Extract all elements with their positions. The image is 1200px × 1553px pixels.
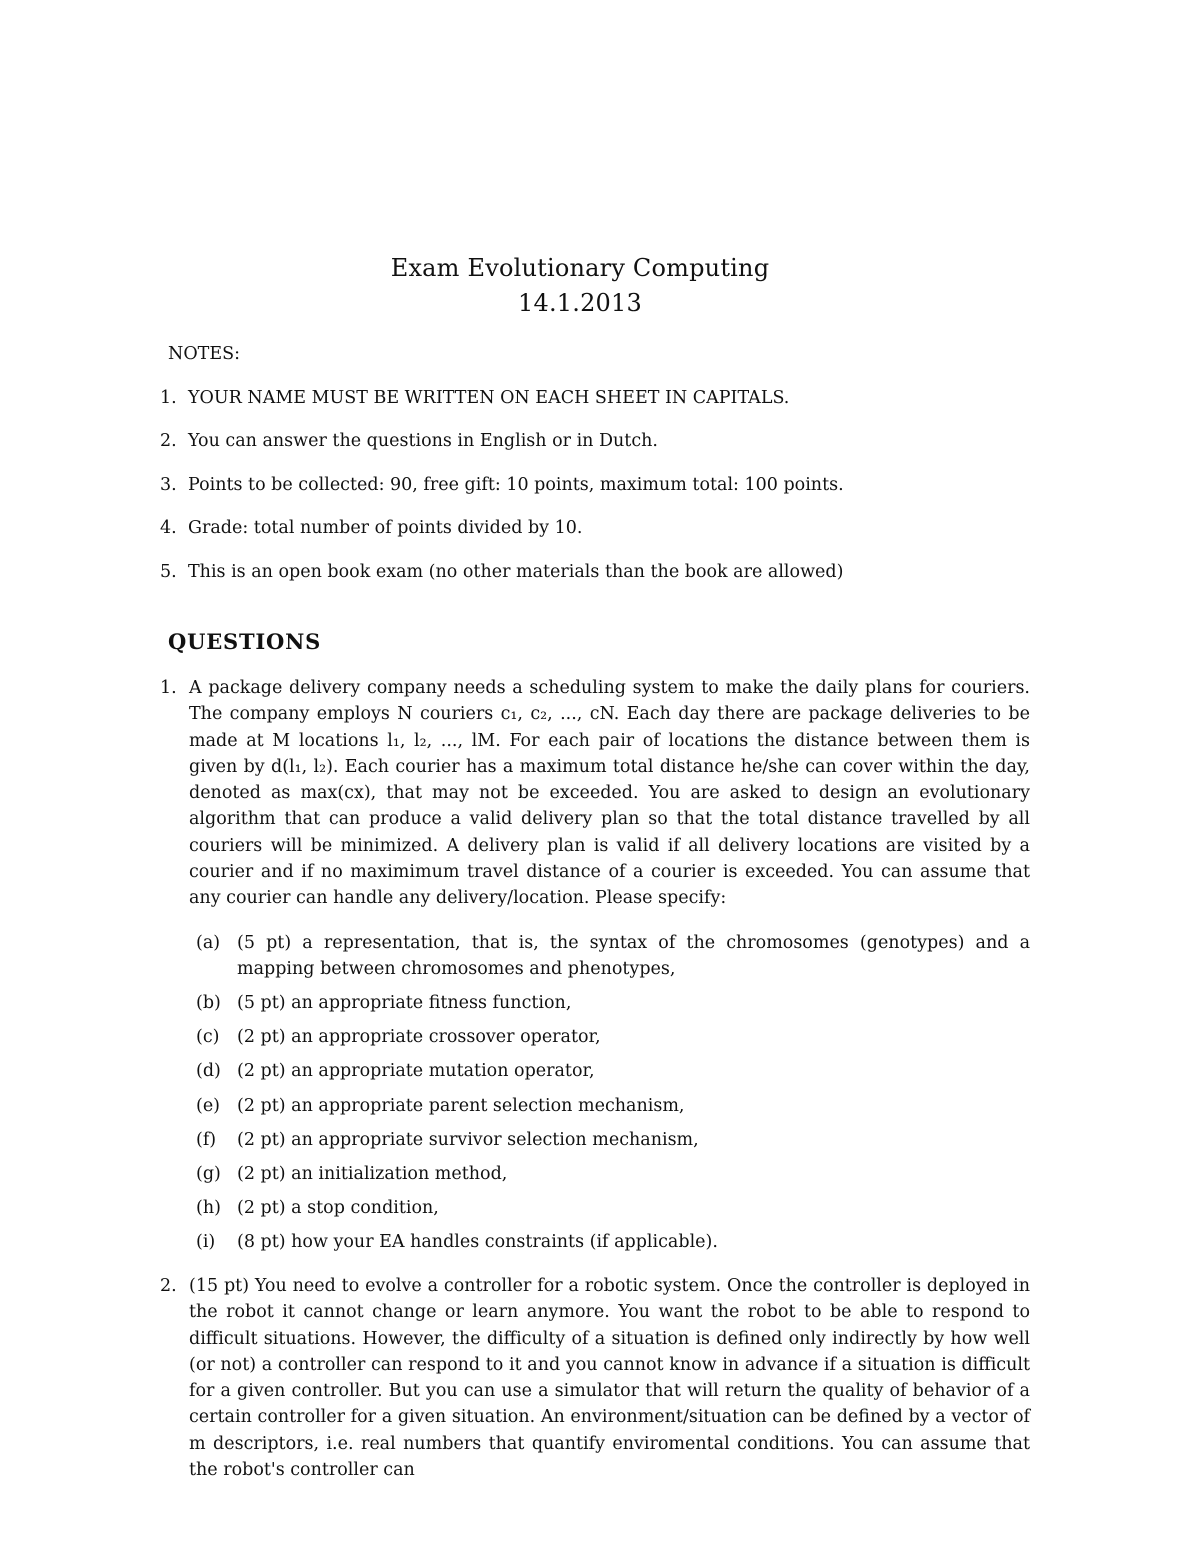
note-item [160, 386, 789, 410]
subquestion-label: (g) [196, 1164, 221, 1184]
subquestion-text: (5 pt) an appropriate fitness function, [237, 993, 572, 1013]
subquestion-label: (i) [196, 1232, 216, 1252]
subquestion-e [196, 1093, 1030, 1119]
note-number: 4. [160, 518, 177, 538]
question-1-text: A package delivery company needs a scheduling system to make the daily plans for couriers. The company employs N couriers c₁, c₂, ..., cN. Each day there are package deliveries to be made at M locations l₁, l₂, ..., lM. For each pair of locations the distance between them is given by d(l₁, l₂). Each courier has a maximum total distance he/she can cover within the day, denoted as max(cx), that may not be exceeded. You are asked to design an evolutionary algorithm that can produce a valid delivery plan so that the total distance travelled by all couriers will be minimized. A delivery plan is valid if all delivery locations are visited by a courier and if no maximimum travel distance of a courier is exceeded. You can assume that any courier can handle any delivery/location. Please specify: [189, 678, 1030, 909]
note-item [160, 560, 843, 584]
subquestion-text: (2 pt) an appropriate parent selection mechanism, [237, 1096, 685, 1116]
question-2 [160, 1273, 1030, 1483]
subquestion-text: (2 pt) an appropriate survivor selection mechanism, [237, 1130, 699, 1150]
subquestion-text: (2 pt) an appropriate crossover operator, [237, 1027, 601, 1047]
question-number: 2. [160, 1276, 177, 1296]
note-number: 2. [160, 431, 177, 451]
subquestion-i [196, 1229, 1030, 1255]
question-2-text: (15 pt) You need to evolve a controller for a robotic system. Once the controller is deployed in the robot it cannot change or learn anymore. You want the robot to be able to respond to difficult situations. However, the difficulty of a situation is defined only indirectly by how well (or not) a controller can respond to it and you cannot know in advance if a situation is difficult for a given controller. But you can use a simulator that will return the quality of behavior of a certain controller for a given situation. An environment/situation can be defined by a vector of m descriptors, i.e. real numbers that quantify enviromental conditions. You can assume that the robot's controller can [189, 1276, 1030, 1481]
note-item [160, 473, 844, 497]
question-number: 1. [160, 678, 177, 698]
subquestion-f [196, 1127, 1030, 1153]
subquestion-text: (2 pt) an appropriate mutation operator, [237, 1061, 595, 1081]
note-text: YOUR NAME MUST BE WRITTEN ON EACH SHEET IN CAPITALS. [188, 388, 790, 408]
subquestion-g [196, 1161, 1030, 1187]
subquestion-d [196, 1058, 1030, 1084]
questions-heading: QUESTIONS [168, 629, 322, 654]
note-number: 1. [160, 388, 177, 408]
question-1 [160, 675, 1030, 912]
subquestion-label: (h) [196, 1198, 221, 1218]
note-item [160, 516, 582, 540]
note-text: Points to be collected: 90, free gift: 10 points, maximum total: 100 points. [188, 475, 844, 495]
subquestion-a [196, 930, 1030, 983]
subquestion-label: (b) [196, 993, 221, 1013]
subquestion-text: (8 pt) how your EA handles constraints (if applicable). [237, 1232, 718, 1252]
note-text: You can answer the questions in English or in Dutch. [188, 431, 658, 451]
subquestion-label: (c) [196, 1027, 220, 1047]
subquestion-label: (d) [196, 1061, 221, 1081]
subquestion-label: (e) [196, 1096, 221, 1116]
subquestion-text: (2 pt) a stop condition, [237, 1198, 439, 1218]
note-item [160, 429, 658, 453]
subquestion-text: (2 pt) an initialization method, [237, 1164, 508, 1184]
exam-title: Exam Evolutionary Computing [390, 254, 770, 282]
subquestion-c [196, 1024, 1030, 1050]
note-text: This is an open book exam (no other materials than the book are allowed) [188, 562, 844, 582]
subquestion-b [196, 990, 1030, 1016]
subquestion-text: (5 pt) a representation, that is, the syntax of the chromosomes (genotypes) and a mapping between chromosomes and phenotypes, [237, 933, 1030, 980]
subquestion-label: (f) [196, 1130, 217, 1150]
subquestion-h [196, 1195, 1030, 1221]
exam-date: 14.1.2013 [518, 289, 642, 317]
subquestion-label: (a) [196, 933, 221, 953]
notes-label: NOTES: [168, 344, 240, 364]
note-text: Grade: total number of points divided by 10. [188, 518, 583, 538]
note-number: 3. [160, 475, 177, 495]
note-number: 5. [160, 562, 177, 582]
